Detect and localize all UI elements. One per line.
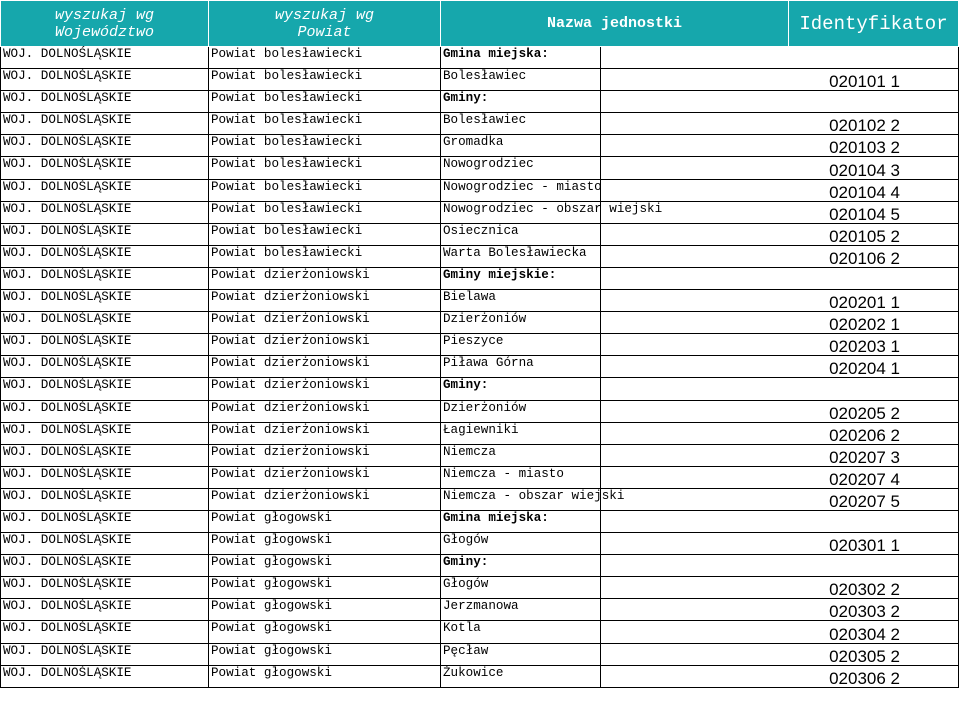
- header-col2-line1: wyszukaj wg: [274, 6, 375, 24]
- table-row: [1, 422, 959, 444]
- identifier-cell: 020207 3: [601, 444, 959, 466]
- voivodeship-cell: WOJ. DOLNOŚLĄSKIE: [1, 157, 209, 179]
- voivodeship-cell: WOJ. DOLNOŚLĄSKIE: [1, 290, 209, 312]
- table-row: [1, 510, 959, 532]
- unit-name-cell: Bolesławiec: [441, 113, 601, 135]
- table-row: [1, 400, 959, 422]
- voivodeship-cell: WOJ. DOLNOŚLĄSKIE: [1, 577, 209, 599]
- identifier-cell: 020303 2: [601, 599, 959, 621]
- search-by-powiat-header[interactable]: [209, 1, 441, 47]
- identifier-cell: 020301 1: [601, 533, 959, 555]
- identifier-cell: 020206 2: [601, 422, 959, 444]
- unit-name-cell: Gromadka: [441, 135, 601, 157]
- powiat-cell: Powiat bolesławiecki: [209, 201, 441, 223]
- header-col1-line2: Województwo: [54, 23, 155, 41]
- header-col2-line2: Powiat: [297, 23, 352, 41]
- unit-name-cell: Kotla: [441, 621, 601, 643]
- unit-name-cell: Nowogrodziec - obszar wiejski: [441, 201, 601, 223]
- table-row: [1, 334, 959, 356]
- table-row: [1, 378, 959, 400]
- powiat-cell: Powiat bolesławiecki: [209, 135, 441, 157]
- identifier-cell: [601, 555, 959, 577]
- powiat-cell: Powiat głogowski: [209, 555, 441, 577]
- voivodeship-cell: WOJ. DOLNOŚLĄSKIE: [1, 533, 209, 555]
- voivodeship-cell: WOJ. DOLNOŚLĄSKIE: [1, 201, 209, 223]
- table-row: [1, 599, 959, 621]
- unit-name-cell: Głogów: [441, 577, 601, 599]
- powiat-cell: Powiat dzierżoniowski: [209, 312, 441, 334]
- table-row: [1, 312, 959, 334]
- unit-name-cell: Nowogrodziec: [441, 157, 601, 179]
- voivodeship-cell: WOJ. DOLNOŚLĄSKIE: [1, 378, 209, 400]
- voivodeship-cell: WOJ. DOLNOŚLĄSKIE: [1, 422, 209, 444]
- identifier-cell: 020104 4: [601, 179, 959, 201]
- powiat-cell: Powiat dzierżoniowski: [209, 400, 441, 422]
- table-row: [1, 290, 959, 312]
- unit-name-cell: Gminy:: [441, 555, 601, 577]
- table-row: [1, 577, 959, 599]
- identifier-cell: 020101 1: [601, 69, 959, 91]
- powiat-cell: Powiat głogowski: [209, 665, 441, 687]
- powiat-cell: Powiat głogowski: [209, 621, 441, 643]
- voivodeship-cell: WOJ. DOLNOŚLĄSKIE: [1, 223, 209, 245]
- voivodeship-cell: WOJ. DOLNOŚLĄSKIE: [1, 91, 209, 113]
- powiat-cell: Powiat bolesławiecki: [209, 179, 441, 201]
- table-row: [1, 356, 959, 378]
- voivodeship-cell: WOJ. DOLNOŚLĄSKIE: [1, 69, 209, 91]
- unit-name-cell: Gminy:: [441, 91, 601, 113]
- voivodeship-cell: WOJ. DOLNOŚLĄSKIE: [1, 245, 209, 267]
- identifier-cell: 020305 2: [601, 643, 959, 665]
- voivodeship-cell: WOJ. DOLNOŚLĄSKIE: [1, 599, 209, 621]
- unit-name-cell: Gmina miejska:: [441, 47, 601, 69]
- identifier-cell: 020104 3: [601, 157, 959, 179]
- voivodeship-cell: WOJ. DOLNOŚLĄSKIE: [1, 312, 209, 334]
- voivodeship-cell: WOJ. DOLNOŚLĄSKIE: [1, 510, 209, 532]
- table-row: [1, 157, 959, 179]
- powiat-cell: Powiat dzierżoniowski: [209, 334, 441, 356]
- table-body: [1, 47, 959, 688]
- voivodeship-cell: WOJ. DOLNOŚLĄSKIE: [1, 643, 209, 665]
- powiat-cell: Powiat dzierżoniowski: [209, 444, 441, 466]
- voivodeship-cell: WOJ. DOLNOŚLĄSKIE: [1, 444, 209, 466]
- unit-name-cell: Piława Górna: [441, 356, 601, 378]
- powiat-cell: Powiat bolesławiecki: [209, 47, 441, 69]
- unit-name-cell: Warta Bolesławiecka: [441, 245, 601, 267]
- unit-name-cell: Bielawa: [441, 290, 601, 312]
- identifier-cell: [601, 378, 959, 400]
- powiat-cell: Powiat dzierżoniowski: [209, 290, 441, 312]
- table-row: [1, 179, 959, 201]
- powiat-cell: Powiat dzierżoniowski: [209, 466, 441, 488]
- table-row: [1, 91, 959, 113]
- voivodeship-cell: WOJ. DOLNOŚLĄSKIE: [1, 47, 209, 69]
- identifier-cell: 020306 2: [601, 665, 959, 687]
- identifier-cell: 020202 1: [601, 312, 959, 334]
- powiat-cell: Powiat bolesławiecki: [209, 69, 441, 91]
- identifier-cell: 020104 5: [601, 201, 959, 223]
- voivodeship-cell: WOJ. DOLNOŚLĄSKIE: [1, 113, 209, 135]
- unit-name-cell: Gminy miejskie:: [441, 267, 601, 289]
- header-row: [1, 1, 959, 47]
- unit-name-cell: Głogów: [441, 533, 601, 555]
- unit-name-cell: Gminy:: [441, 378, 601, 400]
- voivodeship-cell: WOJ. DOLNOŚLĄSKIE: [1, 179, 209, 201]
- table-row: [1, 444, 959, 466]
- unit-name-cell: Jerzmanowa: [441, 599, 601, 621]
- unit-name-cell: Bolesławiec: [441, 69, 601, 91]
- unit-name-cell: Osiecznica: [441, 223, 601, 245]
- identifier-cell: 020207 4: [601, 466, 959, 488]
- unit-name-cell: Dzierżoniów: [441, 312, 601, 334]
- identifier-cell: 020106 2: [601, 245, 959, 267]
- table-row: [1, 113, 959, 135]
- powiat-cell: Powiat dzierżoniowski: [209, 422, 441, 444]
- table-row: [1, 621, 959, 643]
- powiat-cell: Powiat głogowski: [209, 510, 441, 532]
- powiat-cell: Powiat dzierżoniowski: [209, 356, 441, 378]
- powiat-cell: Powiat głogowski: [209, 599, 441, 621]
- identifier-cell: 020207 5: [601, 488, 959, 510]
- unit-name-header: Nazwa jednostki: [441, 1, 789, 47]
- identifier-cell: 020201 1: [601, 290, 959, 312]
- identifier-cell: [601, 267, 959, 289]
- identifier-cell: 020103 2: [601, 135, 959, 157]
- table-row: [1, 555, 959, 577]
- table-row: [1, 466, 959, 488]
- powiat-cell: Powiat głogowski: [209, 577, 441, 599]
- powiat-cell: Powiat bolesławiecki: [209, 223, 441, 245]
- unit-name-cell: Niemcza - miasto: [441, 466, 601, 488]
- powiat-cell: Powiat bolesławiecki: [209, 113, 441, 135]
- table-row: [1, 223, 959, 245]
- voivodeship-cell: WOJ. DOLNOŚLĄSKIE: [1, 488, 209, 510]
- unit-name-cell: Gmina miejska:: [441, 510, 601, 532]
- voivodeship-cell: WOJ. DOLNOŚLĄSKIE: [1, 555, 209, 577]
- table-row: [1, 643, 959, 665]
- voivodeship-cell: WOJ. DOLNOŚLĄSKIE: [1, 466, 209, 488]
- powiat-cell: Powiat dzierżoniowski: [209, 378, 441, 400]
- table-row: [1, 245, 959, 267]
- powiat-cell: Powiat dzierżoniowski: [209, 488, 441, 510]
- table-row: [1, 488, 959, 510]
- voivodeship-cell: WOJ. DOLNOŚLĄSKIE: [1, 621, 209, 643]
- powiat-cell: Powiat głogowski: [209, 533, 441, 555]
- table-row: [1, 533, 959, 555]
- powiat-cell: Powiat dzierżoniowski: [209, 267, 441, 289]
- search-by-voivodeship-header[interactable]: [1, 1, 209, 47]
- identifier-cell: 020205 2: [601, 400, 959, 422]
- identifier-cell: [601, 47, 959, 69]
- identifier-header: Identyfikator: [789, 1, 959, 47]
- unit-name-cell: Niemcza: [441, 444, 601, 466]
- powiat-cell: Powiat bolesławiecki: [209, 91, 441, 113]
- identifier-cell: 020105 2: [601, 223, 959, 245]
- identifier-cell: 020203 1: [601, 334, 959, 356]
- powiat-cell: Powiat bolesławiecki: [209, 245, 441, 267]
- voivodeship-cell: WOJ. DOLNOŚLĄSKIE: [1, 334, 209, 356]
- table-row: [1, 665, 959, 687]
- unit-name-cell: Dzierżoniów: [441, 400, 601, 422]
- unit-name-cell: Niemcza - obszar wiejski: [441, 488, 601, 510]
- unit-name-cell: Nowogrodziec - miasto: [441, 179, 601, 201]
- identifier-cell: [601, 510, 959, 532]
- identifier-cell: 020304 2: [601, 621, 959, 643]
- voivodeship-cell: WOJ. DOLNOŚLĄSKIE: [1, 267, 209, 289]
- identifier-cell: 020102 2: [601, 113, 959, 135]
- table-row: [1, 267, 959, 289]
- powiat-cell: Powiat głogowski: [209, 643, 441, 665]
- voivodeship-cell: WOJ. DOLNOŚLĄSKIE: [1, 400, 209, 422]
- table-row: [1, 69, 959, 91]
- identifier-cell: [601, 91, 959, 113]
- voivodeship-cell: WOJ. DOLNOŚLĄSKIE: [1, 356, 209, 378]
- voivodeship-cell: WOJ. DOLNOŚLĄSKIE: [1, 135, 209, 157]
- header-col1-line1: wyszukaj wg: [54, 6, 155, 24]
- voivodeship-cell: WOJ. DOLNOŚLĄSKIE: [1, 665, 209, 687]
- unit-name-cell: Żukowice: [441, 665, 601, 687]
- powiat-cell: Powiat bolesławiecki: [209, 157, 441, 179]
- unit-name-cell: Łagiewniki: [441, 422, 601, 444]
- unit-name-cell: Pieszyce: [441, 334, 601, 356]
- unit-name-cell: Pęcław: [441, 643, 601, 665]
- table-row: [1, 201, 959, 223]
- table-row: [1, 47, 959, 69]
- identifier-cell: 020204 1: [601, 356, 959, 378]
- identifier-cell: 020302 2: [601, 577, 959, 599]
- table-row: [1, 135, 959, 157]
